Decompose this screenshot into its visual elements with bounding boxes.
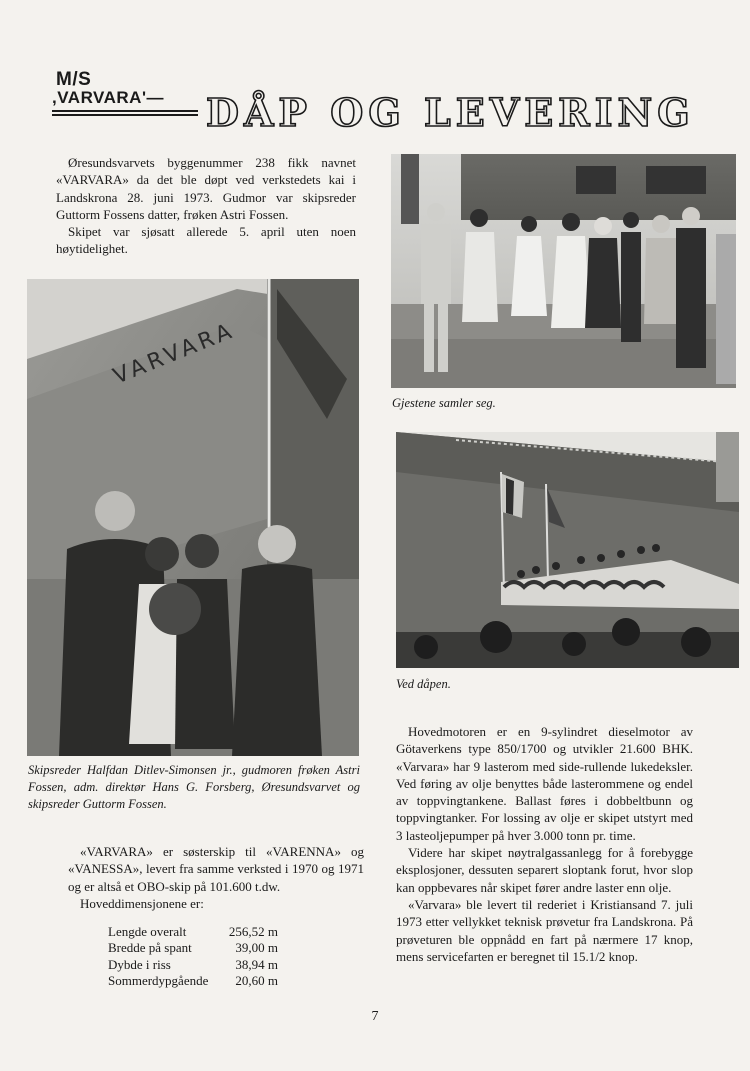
dimension-label: Sommerdypgående: [108, 972, 209, 988]
bow-caption: [28, 762, 360, 813]
header-rule: [52, 114, 198, 116]
dimension-label: Dybde i riss: [108, 956, 171, 972]
dimension-value: 20,60 m: [235, 972, 278, 988]
dimension-label: Bredde på spant: [108, 940, 192, 956]
bow-caption-text: Skipsreder Halfdan Ditlev-Simonsen jr., gudmoren frøken Astri Fossen, adm. direktør Hans G. Forsberg, Øresundsvarvet og skipsreder Guttorm Fossen.: [28, 763, 360, 811]
bow-photo: [27, 279, 359, 756]
body-paragraph: Hoveddimensjonene er:: [80, 895, 204, 911]
body-paragraph: Hovedmotoren er en 9-sylindret dieselmotor av Götaverkens type 850/1700 og utvikler 21.600 BHK. «Varvara» har 9 lasterom med side-rullende lukedeksler. Ved føring av olje benyttes både lasterommene og endel av toppvingtankene. Ballast føres i dobbeltbunn og toppvingtanker. For lossing av olje er skipet utstyrt med 3 lasteoljepumper på hver 3.000 tonn pr. time.: [396, 724, 693, 843]
dimension-row: [108, 940, 278, 956]
bow-photo-image: [27, 279, 359, 756]
guests-photo-image: [391, 154, 736, 388]
dimension-row: [108, 924, 278, 940]
body-paragraph: «Varvara» ble levert til rederiet i Kristiansand 7. juli 1973 etter vellykket teknisk prøvetur fra Landskrona. På prøveturen ble oppnådd en fart på nærmere 17 knop, mens servicefarten er beregnet til 15.1/2 knop.: [396, 896, 693, 964]
body-paragraph: Videre har skipet nøytralgassanlegg for å forebygge eksplosjoner, dessuten separert sloptank forut, hvor slop kan oppbevares når skipet fører andre laster enn olje.: [396, 845, 693, 895]
dimension-label: Lengde overalt: [108, 924, 187, 939]
intro-paragraph: Øresundsvarvets byggenummer 238 fikk navnet «VARVARA» da det ble døpt ved verkstedets kai i Landskrona 28. juni 1973. Gudmor var skipsreder Guttorm Fossens datter, frøken Astri Fossen.: [56, 155, 356, 222]
dimension-row: [108, 973, 278, 989]
dimensions-table: [108, 924, 278, 989]
intro-text: [56, 154, 356, 258]
launch-photo: [396, 432, 739, 668]
dimension-value: 38,94 m: [235, 956, 278, 972]
ship-prefix: M/S: [56, 69, 92, 90]
header-rule: [52, 110, 198, 112]
article-title: DÅP OG LEVERING: [206, 90, 695, 135]
intro-paragraph: Skipet var sjøsatt allerede 5. april uten noen høytidelighet.: [56, 224, 356, 257]
hull-name: VARVARA: [109, 318, 239, 390]
launch-photo-image: [396, 432, 739, 668]
dimension-value: 39,00 m: [235, 940, 278, 956]
dimension-value: 256,52 m: [228, 924, 278, 939]
dimension-row: [108, 957, 278, 973]
body-right-text: [396, 723, 693, 965]
guests-photo: [391, 154, 736, 388]
ship-name: ,VARVARA'—: [52, 88, 164, 107]
launch-caption: Ved dåpen.: [396, 677, 451, 691]
guests-caption: Gjestene samler seg.: [392, 396, 496, 410]
body-paragraph: «VARVARA» er søsterskip til «VARENNA» og «VANESSA», levert fra samme verksted i 1970 og 1971 og er altså et OBO-skip på 101.600 t.dw.: [68, 844, 364, 894]
body-left-text: [68, 843, 364, 912]
page-number: 7: [371, 1009, 379, 1024]
